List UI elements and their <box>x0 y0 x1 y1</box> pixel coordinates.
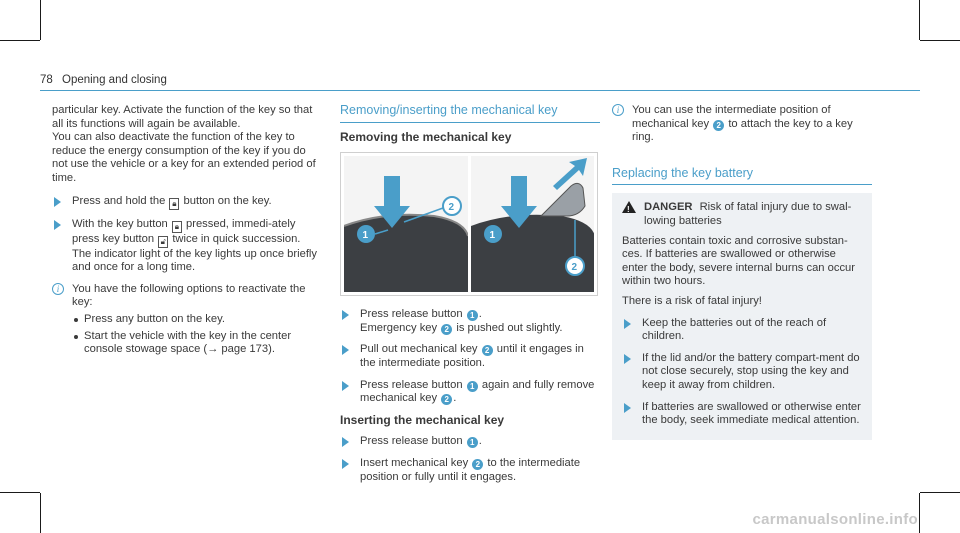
step-item: If batteries are swallowed or otherwise enter the body, seek immediate medical attention. <box>622 401 862 428</box>
info-icon: i <box>612 104 624 116</box>
crop-mark <box>920 40 960 41</box>
page-number: 78 <box>40 74 53 86</box>
key-figure-right <box>471 156 595 292</box>
callout-1: 1 <box>362 230 369 242</box>
step-item: Press release button 1 . <box>340 435 600 449</box>
page-header <box>40 74 167 88</box>
danger-panel <box>612 193 872 439</box>
step-arrow-icon <box>54 197 61 207</box>
column-middle <box>340 104 600 492</box>
callout-2: 2 <box>441 324 452 335</box>
warning-triangle-icon <box>622 201 636 213</box>
step-arrow-icon <box>342 345 349 355</box>
callout-1: 1 <box>467 437 478 448</box>
column-left <box>52 104 322 361</box>
step-arrow-icon <box>342 310 349 320</box>
info-note: i You can use the intermediate position of mechanical key 2 to attach the key to a key ring. <box>612 104 872 145</box>
step-item: Insert mechanical key 2 to the intermediate position or fully until it engages. <box>340 457 600 484</box>
step-arrow-icon <box>624 403 631 413</box>
watermark: carmanualsonline.info <box>752 511 918 529</box>
step-arrow-icon <box>342 459 349 469</box>
callout-2: 2 <box>472 459 483 470</box>
column-right <box>612 104 872 440</box>
paragraph: There is a risk of fatal injury! <box>622 294 762 307</box>
crop-mark <box>0 40 40 41</box>
info-note: i You have the following options to reactivate the key: Press any button on the key. Start the vehicle with the key in the center console stowage space (→ page 173). <box>52 283 322 357</box>
crop-mark <box>919 493 920 533</box>
subsection-title: Inserting the mechanical key <box>340 412 505 427</box>
danger-heading: ! DANGER Risk of fatal injury due to swal-lowing batteries <box>622 201 862 228</box>
section-title: Removing/inserting the mechanical key <box>340 104 600 123</box>
step-arrow-icon <box>54 220 61 230</box>
callout-2: 2 <box>571 262 577 274</box>
lock-key-icon: 🔒︎ <box>169 198 179 210</box>
crop-mark <box>40 493 41 533</box>
header-divider <box>40 90 920 91</box>
subsection-title: Removing the mechanical key <box>340 129 512 144</box>
step-item: Press release button 1 again and fully remove mechanical key 2 . <box>340 379 600 406</box>
step-item: Pull out mechanical key 2 until it engages in the intermediate position. <box>340 343 600 370</box>
list-item: Start the vehicle with the key in the center console stowage space (→ page 173). <box>72 330 322 357</box>
paragraph: You can also deactivate the function of the key to reduce the energy consumption of the key if you do not use the vehicle or a key for an extended period of time. <box>52 131 316 184</box>
callout-1: 1 <box>467 310 478 321</box>
step-item: Press and hold the 🔒︎ button on the key. <box>52 195 322 210</box>
crop-mark <box>40 0 41 40</box>
step-arrow-icon <box>624 319 631 329</box>
list-item: Press any button on the key. <box>72 313 322 327</box>
callout-2: 2 <box>441 394 452 405</box>
mechanical-key-illustration <box>340 152 598 296</box>
crop-mark <box>0 492 40 493</box>
paragraph: Batteries contain toxic and corrosive substan-ces. If batteries are swallowed or otherwise enter the body, severe internal burns can occur within two hours. <box>622 234 855 288</box>
crop-mark <box>920 492 960 493</box>
step-arrow-icon <box>342 437 349 447</box>
unlock-key-icon: 🔓︎ <box>158 236 168 248</box>
paragraph: particular key. Activate the function of the key so that all its functions will again be available. <box>52 104 313 130</box>
danger-label: DANGER <box>644 201 693 214</box>
step-item: Press release button 1 . Emergency key 2 is pushed out slightly. <box>340 308 600 335</box>
step-item: Keep the batteries out of the reach of children. <box>622 317 862 344</box>
crop-mark <box>919 0 920 40</box>
callout-2: 2 <box>448 202 455 214</box>
step-item: If the lid and/or the battery compart-ment do not close securely, stop using the key and keep it away from children. <box>622 352 862 393</box>
callout-2: 2 <box>482 345 493 356</box>
info-icon: i <box>52 283 64 295</box>
page-section-title: Opening and closing <box>62 74 167 86</box>
section-title: Replacing the key battery <box>612 167 872 186</box>
step-item: With the key button 🔒︎ pressed, immedi-ately press key button 🔓︎ twice in quick succession. The indicator light of the key lights up once briefly and once for a long time. <box>52 218 322 275</box>
lock-key-icon: 🔒︎ <box>172 221 182 233</box>
key-figure-left <box>344 156 468 292</box>
step-arrow-icon <box>342 381 349 391</box>
callout-1: 1 <box>489 230 495 242</box>
callout-1: 1 <box>467 381 478 392</box>
step-arrow-icon <box>624 354 631 364</box>
callout-2: 2 <box>713 120 724 131</box>
